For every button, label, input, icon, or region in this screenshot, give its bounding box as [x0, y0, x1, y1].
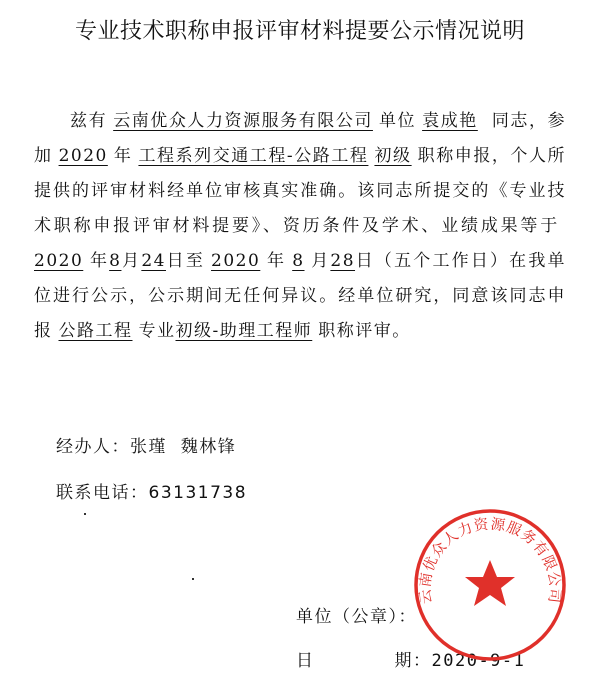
- speck-mark: [192, 578, 194, 580]
- official-seal-stamp: [410, 505, 570, 665]
- text-year: 年: [113, 146, 133, 166]
- start-day: 24: [141, 251, 166, 271]
- unit-seal-label: 单位（公章）：: [296, 607, 417, 627]
- text-to: 日至: [165, 251, 206, 271]
- text-unit: 单位: [378, 111, 417, 131]
- series-and-level: 工程系列交通工程-公路工程 初级: [138, 146, 412, 166]
- text-major: 专业: [138, 321, 176, 341]
- company-name: 云南优众人力资源服务有限公司: [113, 111, 373, 131]
- start-year: 2020: [34, 251, 84, 271]
- text-start-year: 年: [89, 251, 110, 271]
- phone-line: [56, 478, 247, 503]
- text-end-month: 月: [310, 251, 331, 271]
- handlers-label: 经办人：: [56, 437, 130, 457]
- applicant-name: 袁成艳: [422, 111, 478, 131]
- statement-paragraph: [34, 104, 566, 349]
- speck-mark: [84, 513, 86, 515]
- text-review: 职称申报，个人所提供的评审材料经单位审核真实准确。该同志所提交的《专业技术职称申报评审材料提要》、资历条件及学术、业绩成果等于: [34, 146, 567, 236]
- text-participate: 同志，参加: [34, 111, 567, 166]
- title-level: 初级-助理工程师: [175, 321, 313, 341]
- phone-number: 63131738: [148, 483, 248, 503]
- seal-text: 云南优众人力资源服务有限公司: [417, 516, 563, 605]
- unit-seal-line: [296, 602, 417, 627]
- text-start-month: 月: [121, 251, 142, 271]
- text-end-year: 年: [266, 251, 287, 271]
- document-title: 专业技术职称申报评审材料提要公示情况说明: [74, 19, 525, 44]
- end-year: 2020: [211, 251, 261, 271]
- phone-label: 联系电话：: [56, 483, 149, 503]
- major-name: 公路工程: [58, 321, 133, 341]
- seal-star-icon: [465, 560, 515, 606]
- apply-year: 2020: [58, 146, 108, 166]
- text-final: 职称评审。: [318, 321, 411, 341]
- date-label-second: 期：: [394, 651, 432, 671]
- start-month: 8: [109, 251, 122, 271]
- text-publicity: 日（五个工作日）在我单位进行公示，公示期间无任何异议。经单位研究，同意该同志申报: [34, 251, 567, 341]
- handlers-names: 张瑾 魏林锋: [130, 437, 237, 457]
- handlers-line: [56, 432, 236, 457]
- end-month: 8: [292, 251, 305, 271]
- text-intro: 兹有: [70, 111, 108, 131]
- date-label-first: 日: [296, 651, 315, 671]
- date-value: 2020-9-1: [431, 651, 526, 671]
- end-day: 28: [330, 251, 356, 271]
